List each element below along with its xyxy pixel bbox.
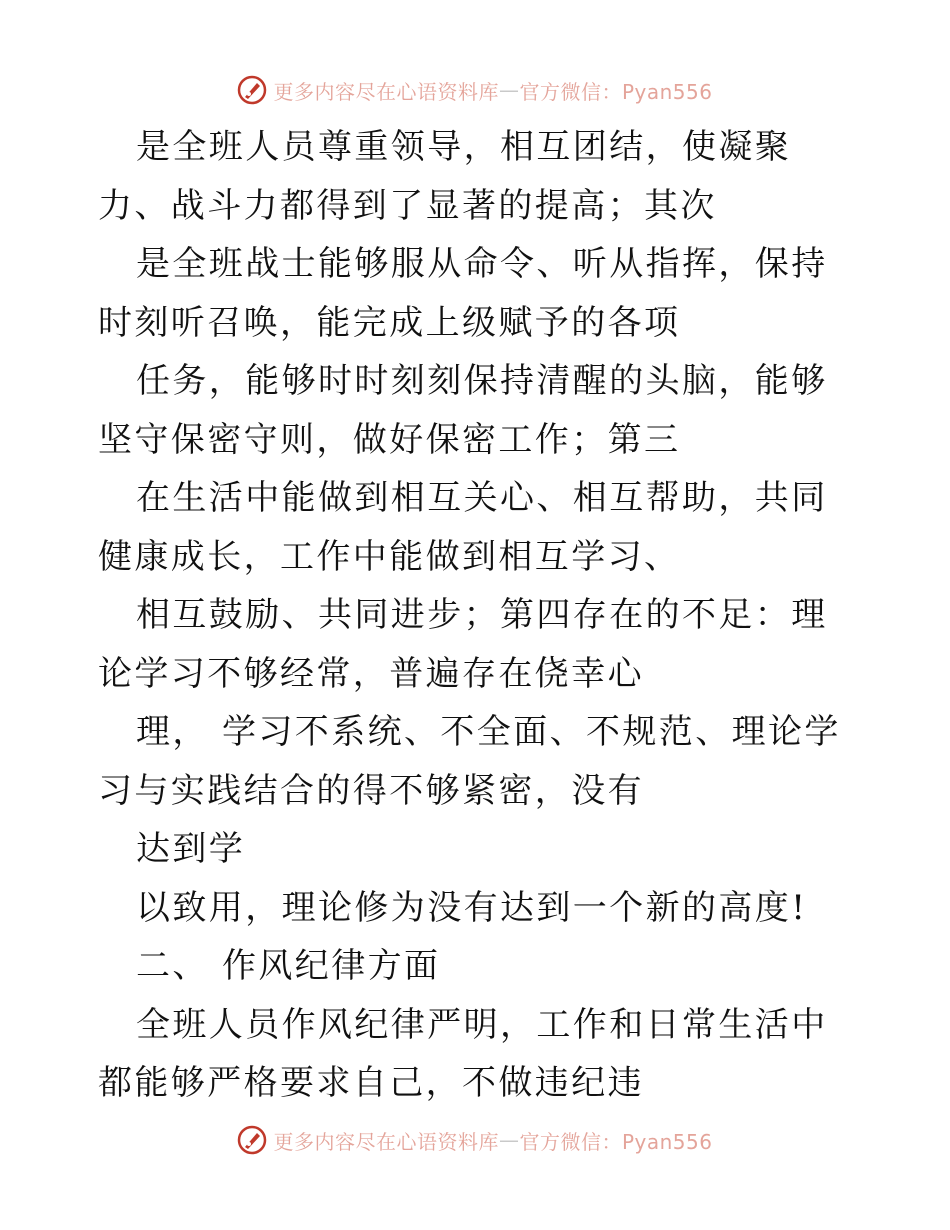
paragraph-1: 是全班人员尊重领导，相互团结，使凝聚力、战斗力都得到了显著的提高；其次	[98, 127, 792, 226]
footer-main-text: 更多内容尽在心语资料库	[273, 1129, 499, 1154]
footer-separator: —	[498, 1128, 520, 1152]
pen-nib-logo-icon	[237, 75, 267, 105]
paragraph-2: 是全班战士能够服从命令、听从指挥，保持时刻听召唤，能完成上级赋予的各项	[98, 244, 828, 343]
document-body	[98, 118, 858, 1113]
footer-sub-text: 官方微信：Pyan556	[519, 1129, 713, 1154]
header-banner	[0, 70, 950, 110]
paragraph-4: 在生活中能做到相互关心、相互帮助，共同健康成长，工作中能做到相互学习、	[98, 478, 828, 577]
header-separator: —	[498, 78, 520, 102]
section-heading: 二、 作风纪律方面	[136, 946, 441, 986]
footer-banner	[0, 1120, 950, 1160]
paragraph-6: 理， 学习不系统、不全面、不规范、理论学习与实践结合的得不够紧密，没有	[98, 712, 841, 811]
pen-nib-logo-icon	[237, 1125, 267, 1155]
paragraph-5: 相互鼓励、共同进步；第四存在的不足：理论学习不够经常，普遍存在侥幸心	[98, 595, 828, 694]
paragraph-7: 达到学	[136, 829, 246, 869]
paragraph-3: 任务，能够时时刻刻保持清醒的头脑，能够坚守保密守则，做好保密工作；第三	[98, 361, 828, 460]
paragraph-8: 以致用，理论修为没有达到一个新的高度!	[136, 887, 808, 928]
paragraph-9: 全班人员作风纪律严明，工作和日常生活中都能够严格要求自己，不做违纪违	[98, 1004, 828, 1103]
header-sub-text: 官方微信：Pyan556	[519, 79, 713, 104]
header-main-text: 更多内容尽在心语资料库	[273, 79, 499, 104]
